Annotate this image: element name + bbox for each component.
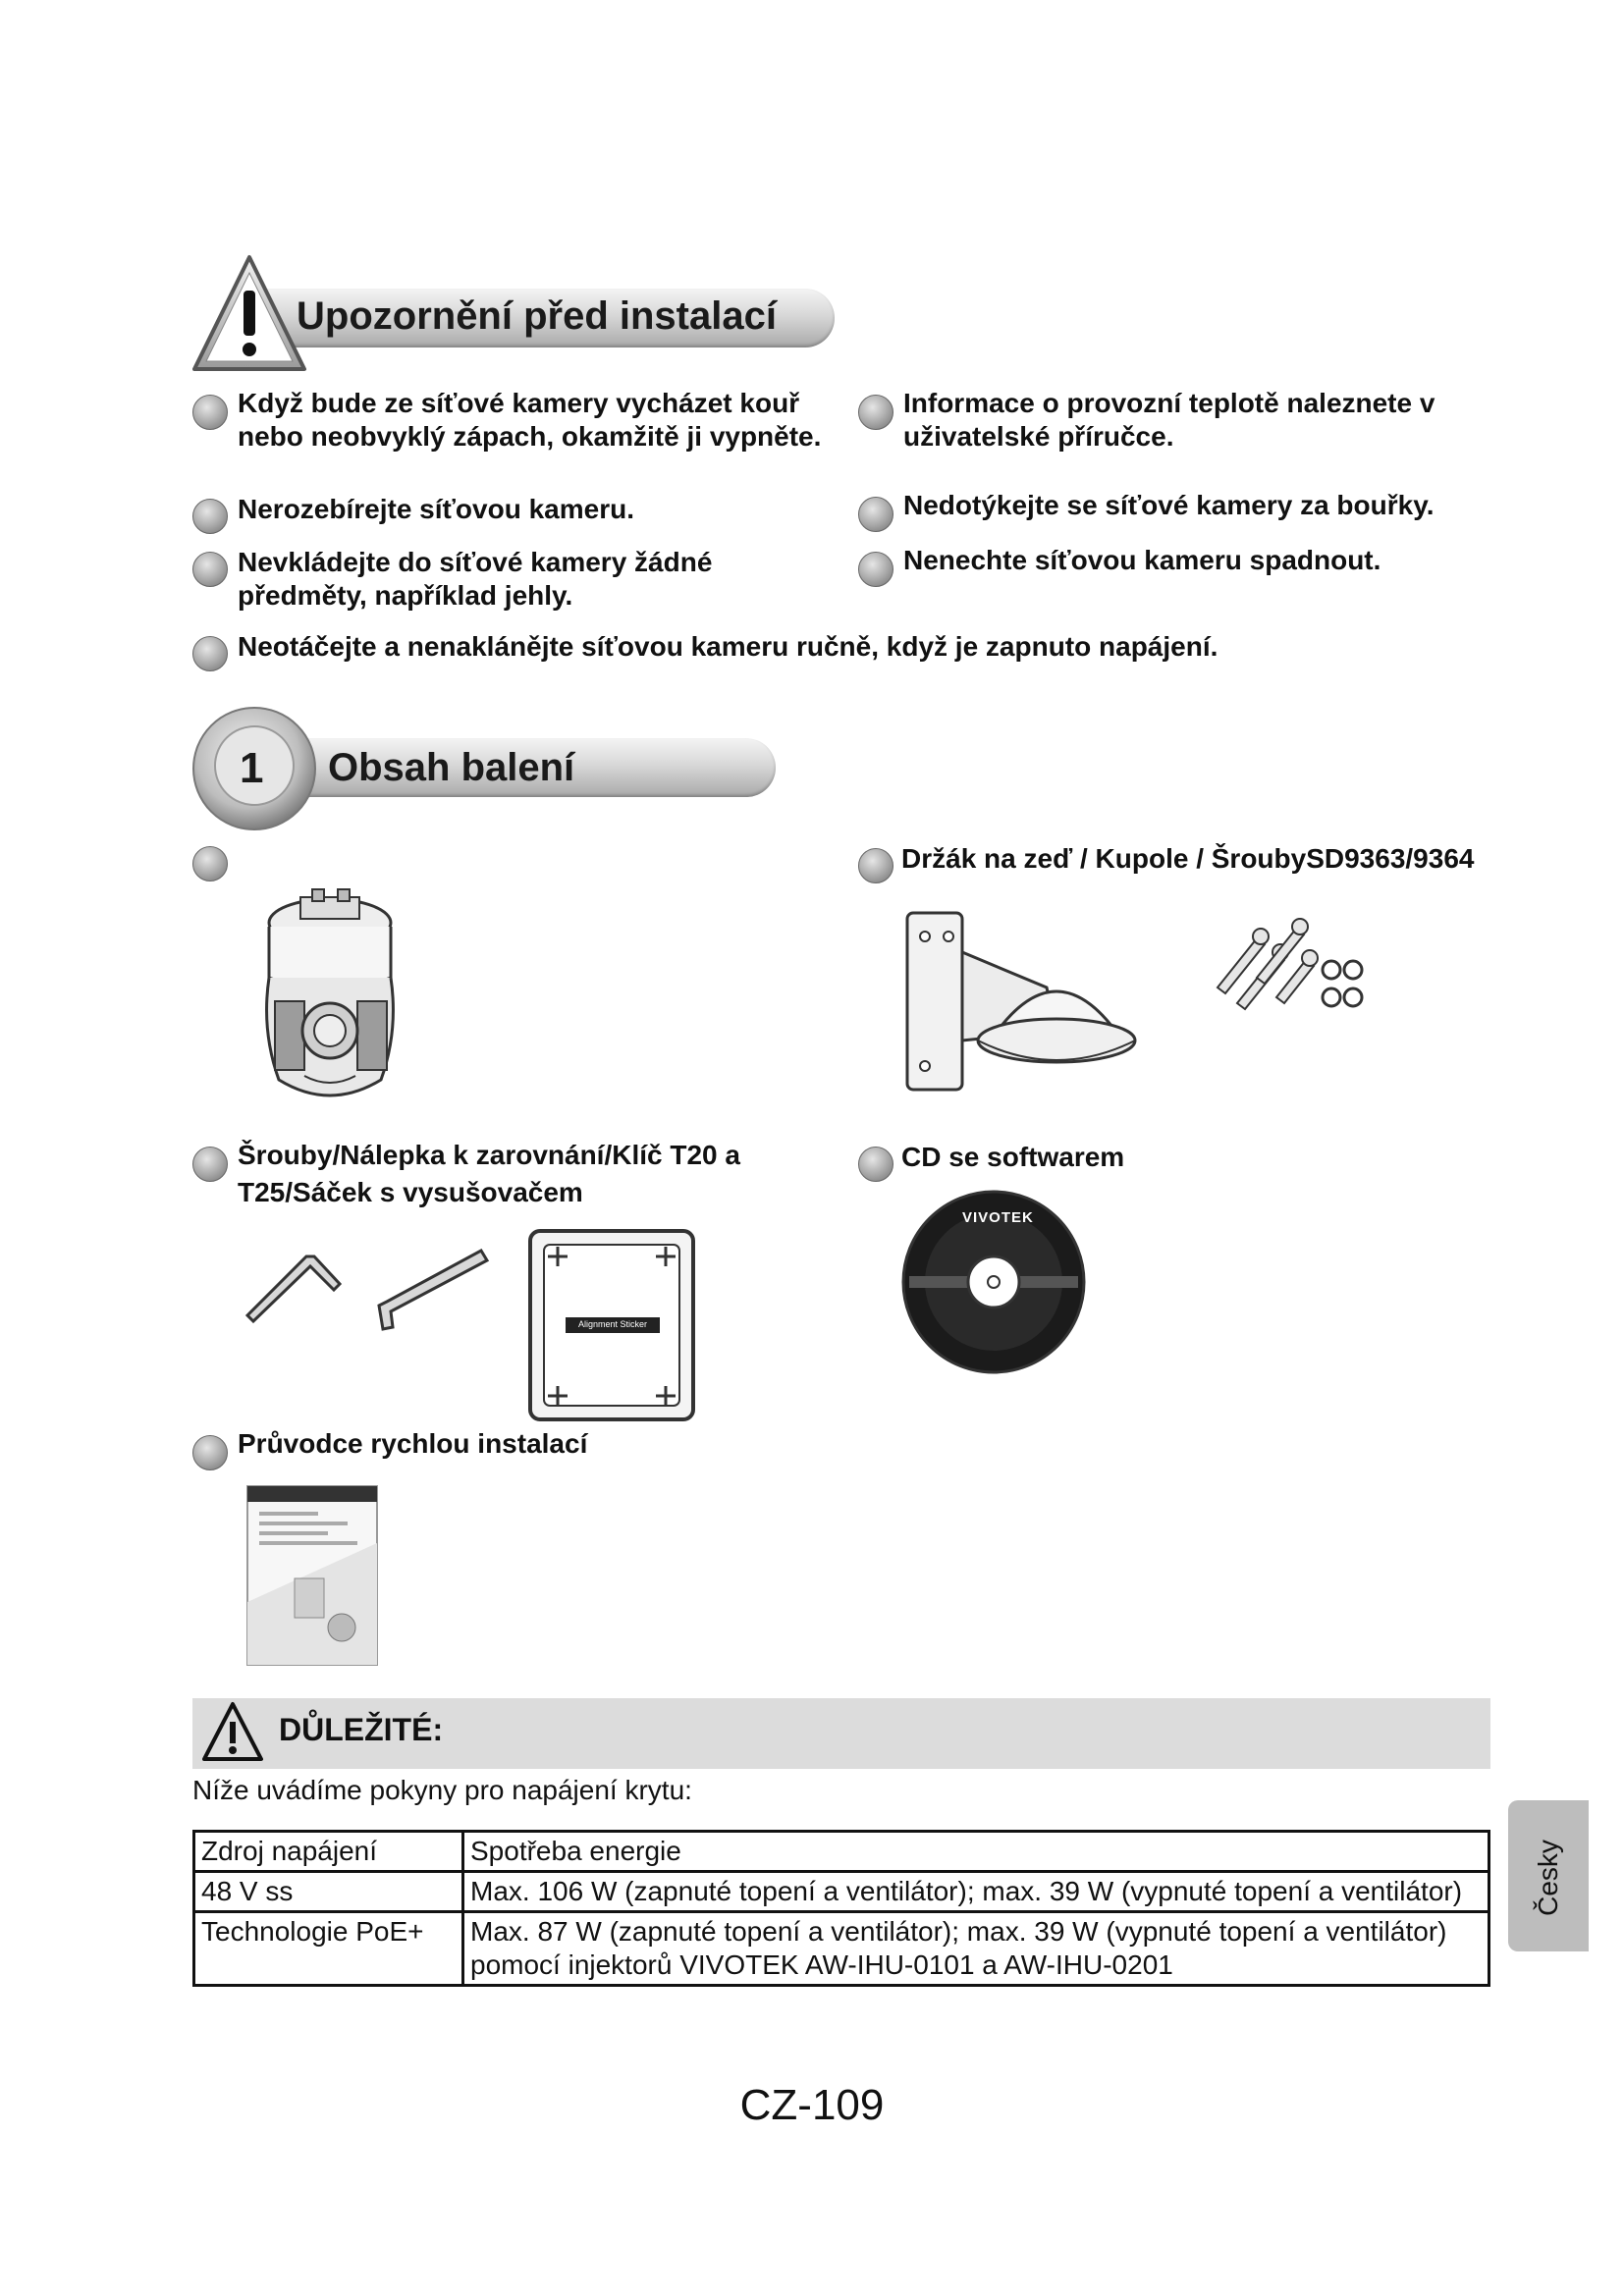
page-number: CZ-109	[739, 2081, 885, 2129]
bullet-icon	[192, 395, 228, 430]
warning-item-2: Nerozebírejte síťovou kameru.	[238, 494, 634, 524]
warning-item-5: Nedotýkejte se síťové kamery za bouřky.	[903, 490, 1435, 520]
package-section-title: Obsah balení	[328, 746, 575, 789]
power-table	[192, 1830, 1490, 1987]
warning-item-4: Informace o provozní teplotě naleznete v uživatelské příručce.	[903, 388, 1435, 452]
table-row	[194, 1912, 1489, 1986]
bullet-icon	[858, 552, 893, 587]
warning-section-title: Upozornění před instalací	[297, 294, 777, 338]
important-note: Níže uvádíme pokyny pro napájení krytu:	[192, 1775, 692, 1805]
allen-key-t25-image	[369, 1247, 497, 1335]
bullet-icon	[192, 499, 228, 534]
alignment-sticker-label: Alignment Sticker	[577, 1319, 648, 1329]
wall-mount-image	[899, 893, 1145, 1129]
item-screws-title: Šrouby/Nálepka k zarovnání/Klíč T20 a T25/Sáček s vysušovačem	[238, 1140, 740, 1207]
important-title: DŮLEŽITÉ:	[279, 1712, 444, 1747]
bullet-icon	[858, 848, 893, 883]
table-cell: 48 V ss	[194, 1872, 463, 1912]
bullet-icon	[192, 846, 228, 881]
warning-triangle-icon	[189, 251, 310, 377]
table-header-row	[194, 1832, 1489, 1872]
table-row	[194, 1872, 1489, 1912]
section-number: 1	[240, 744, 264, 792]
bullet-icon	[858, 497, 893, 532]
quick-guide-image	[245, 1484, 379, 1667]
bullet-icon	[192, 636, 228, 671]
warning-item-1: Když bude ze síťové kamery vycházet kouř nebo neobvyklý zápach, okamžitě ji vypněte.	[238, 388, 822, 452]
item-wall-mount-title: Držák na zeď / Kupole / ŠroubySD9363/9364	[901, 843, 1475, 874]
cd-brand-label: VIVOTEK	[962, 1209, 1034, 1226]
warning-item-7: Neotáčejte a nenaklánějte síťovou kameru ručně, když je zapnuto napájení.	[238, 631, 1218, 662]
warning-item-3: Nevkládejte do síťové kamery žádné předměty, například jehly.	[238, 547, 713, 611]
bullet-icon	[858, 1147, 893, 1182]
item-cd-title: CD se softwarem	[901, 1142, 1125, 1172]
warning-triangle-icon	[200, 1700, 265, 1763]
bullet-icon	[192, 1435, 228, 1470]
table-header-cell: Zdroj napájení	[194, 1832, 463, 1872]
camera-image	[240, 883, 416, 1119]
allen-key-t20-image	[242, 1245, 350, 1323]
table-header-cell: Spotřeba energie	[463, 1832, 1489, 1872]
table-cell: Technologie PoE+	[194, 1912, 463, 1986]
bullet-icon	[858, 395, 893, 430]
item-guide-title: Průvodce rychlou instalací	[238, 1428, 588, 1459]
warning-item-6: Nenechte síťovou kameru spadnout.	[903, 545, 1381, 575]
language-tab-label: Česky	[1533, 1840, 1564, 1916]
language-tab-label-wrap	[1512, 1824, 1585, 1932]
screws-anchors-image	[1208, 909, 1375, 1027]
bullet-icon	[192, 552, 228, 587]
table-cell: Max. 106 W (zapnuté topení a ventilátor); max. 39 W (vypnuté topení a ventilátor)	[463, 1872, 1489, 1912]
bullet-icon	[192, 1147, 228, 1182]
table-cell: Max. 87 W (zapnuté topení a ventilátor); max. 39 W (vypnuté topení a ventilátor) pomocí injektorů VIVOTEK AW-IHU-0101 a AW-IHU-0201	[463, 1912, 1489, 1986]
